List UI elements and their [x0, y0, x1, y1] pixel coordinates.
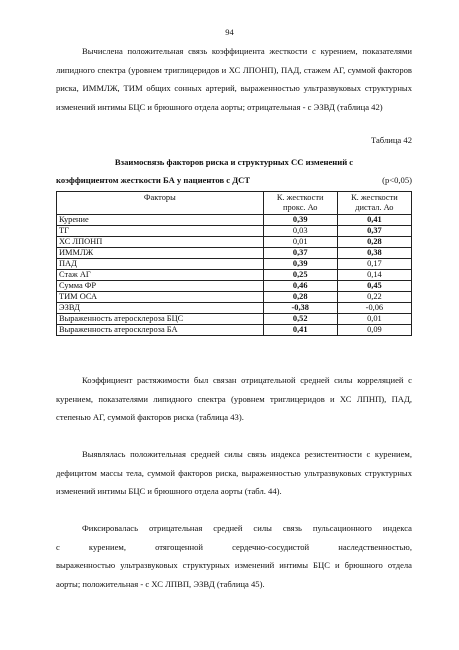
factor-cell: ЭЗВД — [57, 303, 264, 314]
paragraph-resistance-index: Выявлялась положительная средней силы связь индекса резистентности с курением, дефицитом массы тела, суммой факторов риска, выраженностью ультразвуковых структурных изменений интимы БЦС и брюшного отдела аорты (табл. 44). — [56, 449, 412, 497]
table-row — [57, 292, 412, 303]
table-title — [56, 153, 412, 189]
proximal-value-cell: -0,38 — [263, 303, 337, 314]
table-row — [57, 270, 412, 281]
proximal-value-cell: 0,41 — [263, 325, 337, 336]
proximal-value-cell: 0,39 — [263, 259, 337, 270]
factor-cell: Сумма ФР — [57, 281, 264, 292]
proximal-value-cell: 0,25 — [263, 270, 337, 281]
table-row — [57, 226, 412, 237]
table-row — [57, 325, 412, 336]
distal-value-cell: 0,38 — [337, 248, 411, 259]
table-body — [57, 215, 412, 336]
distal-value-cell: 0,01 — [337, 314, 411, 325]
factor-cell: ХС ЛПОНП — [57, 237, 264, 248]
table-row — [57, 314, 412, 325]
correlation-table — [56, 191, 412, 336]
distal-value-cell: 0,28 — [337, 237, 411, 248]
table-p-value: (p<0,05) — [382, 175, 412, 185]
factor-cell: Курение — [57, 215, 264, 226]
factor-cell: ИММЛЖ — [57, 248, 264, 259]
proximal-value-cell: 0,28 — [263, 292, 337, 303]
proximal-value-cell: 0,39 — [263, 215, 337, 226]
factor-cell: ПАД — [57, 259, 264, 270]
factor-cell: Выраженность атеросклероза БЦС — [57, 314, 264, 325]
proximal-value-cell: 0,03 — [263, 226, 337, 237]
page-number: 94 — [225, 27, 234, 37]
proximal-value-cell: 0,37 — [263, 248, 337, 259]
distal-value-cell: 0,37 — [337, 226, 411, 237]
table-title-line1: Взаимосвязь факторов риска и структурных СС изменений с — [114, 157, 354, 167]
table-row — [57, 281, 412, 292]
paragraph-pulsatility-line1: Фиксировалась отрицательная средней силы связь пульсационного индекса — [82, 523, 412, 533]
proximal-value-cell: 0,52 — [263, 314, 337, 325]
proximal-value-cell: 0,01 — [263, 237, 337, 248]
table-title-line2-row — [56, 171, 412, 189]
proximal-value-cell: 0,46 — [263, 281, 337, 292]
factor-cell: Стаж АГ — [57, 270, 264, 281]
table-row — [57, 215, 412, 226]
distal-value-cell: 0,41 — [337, 215, 411, 226]
distal-value-cell: 0,17 — [337, 259, 411, 270]
table-header-row — [57, 192, 412, 215]
header-factors: Факторы — [57, 192, 264, 215]
distal-value-cell: 0,14 — [337, 270, 411, 281]
distal-value-cell: 0,09 — [337, 325, 411, 336]
table-row — [57, 303, 412, 314]
table-row — [57, 248, 412, 259]
paragraph-pulsatility-rest: выраженностью ультразвуковых структурных изменений интимы БЦС и брюшного отдела аорты; положительная - с ХС ЛПВП, ЭЗВД (таблица 45). — [56, 560, 412, 589]
factor-cell: ТИМ ОСА — [57, 292, 264, 303]
factor-cell: Выраженность атеросклероза БА — [57, 325, 264, 336]
paragraph-pulsatility-line2: с курением, отягощенной сердечно-сосудистой наследственностью, — [56, 541, 412, 552]
table-title-line2: коэффициентом жесткости БА у пациентов с ДСТ — [56, 175, 251, 185]
paragraph-pulsatility-index — [56, 519, 412, 593]
distal-value-cell: -0,06 — [337, 303, 411, 314]
distal-value-cell: 0,45 — [337, 281, 411, 292]
paragraph-distensibility: Коэффициент растяжимости был связан отрицательной средней силы корреляцией с курением, показателями липидного спектра (уровнем триглицеридов и ХС ЛПНП), ПАД, степенью АГ, суммой факторов риска (таблица 43). — [56, 375, 412, 423]
table-number-label: Таблица 42 — [370, 135, 412, 145]
distal-value-cell: 0,22 — [337, 292, 411, 303]
table-row — [57, 237, 412, 248]
factor-cell: ТГ — [57, 226, 264, 237]
header-stiffness-distal: К. жесткости дистал. Ао — [337, 192, 411, 215]
header-stiffness-proximal: К. жесткости прокс. Ао — [263, 192, 337, 215]
paragraph-stiffness-correlation: Вычислена положительная связь коэффициента жесткости с курением, показателями липидного спектра (уровнем триглицеридов и ХС ЛПОНП), ПАД, стажем АГ, суммой факторов риска, ИММЛЖ, ТИМ общих сонных артерий, выраженностью ультразвуковых структурных изменений интимы БЦС и брюшного отдела аорты; отрицательная - с ЭЗВД (таблица 42) — [56, 46, 412, 112]
table-row — [57, 259, 412, 270]
